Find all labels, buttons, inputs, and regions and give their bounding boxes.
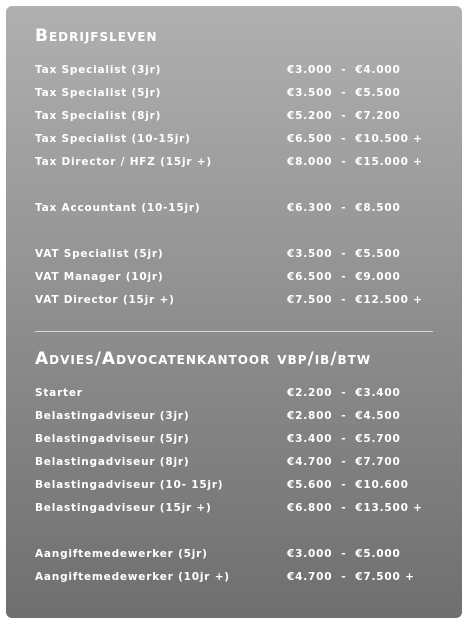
role-label: Belastingadviseur (10- 15jr) — [35, 479, 224, 491]
salary-range: €2.800 - €4.500 — [287, 410, 401, 422]
salary-range: €6.500 - €9.000 — [287, 271, 401, 283]
salary-range: €4.700 - €7.700 — [287, 456, 401, 468]
salary-row — [35, 87, 435, 110]
role-label: Starter — [35, 387, 83, 399]
salary-row — [35, 64, 435, 87]
salary-range: €3.000 - €4.000 — [287, 64, 401, 76]
salary-range: €5.200 - €7.200 — [287, 110, 401, 122]
salary-range: €6.300 - €8.500 — [287, 202, 401, 214]
salary-range: €6.500 - €10.500 + — [287, 133, 423, 145]
role-label: Tax Accountant (10-15jr) — [35, 202, 201, 214]
salary-row — [35, 387, 435, 410]
role-label: Tax Specialist (3jr) — [35, 64, 162, 76]
salary-row — [35, 202, 435, 225]
salary-row — [35, 456, 435, 479]
salary-row — [35, 294, 435, 317]
salary-row — [35, 571, 435, 594]
section-title-advies: Advies/Advocatenkantoor vbp/ib/btw — [35, 349, 372, 369]
role-label: Belastingadviseur (8jr) — [35, 456, 190, 468]
salary-row — [35, 133, 435, 156]
salary-row — [35, 248, 435, 271]
role-label: Aangiftemedewerker (5jr) — [35, 548, 208, 560]
group-spacer — [35, 179, 435, 202]
role-label: Belastingadviseur (3jr) — [35, 410, 190, 422]
role-label: VAT Director (15jr +) — [35, 294, 175, 306]
role-label: Belastingadviseur (15jr +) — [35, 502, 212, 514]
salary-row — [35, 433, 435, 456]
section-divider — [35, 331, 433, 333]
role-label: Tax Specialist (5jr) — [35, 87, 162, 99]
salary-range: €4.700 - €7.500 + — [287, 571, 415, 583]
salary-row — [35, 479, 435, 502]
role-label: Aangiftemedewerker (10jr +) — [35, 571, 230, 583]
role-label: Tax Director / HFZ (15jr +) — [35, 156, 212, 168]
role-label: VAT Specialist (5jr) — [35, 248, 164, 260]
salary-row — [35, 156, 435, 179]
salary-range: €3.400 - €5.700 — [287, 433, 401, 445]
section-rows-bedrijfsleven — [35, 64, 435, 317]
salary-range: €5.600 - €10.600 — [287, 479, 409, 491]
salary-range: €3.000 - €5.000 — [287, 548, 401, 560]
role-label: VAT Manager (10jr) — [35, 271, 164, 283]
salary-range: €6.800 - €13.500 + — [287, 502, 423, 514]
salary-range: €3.500 - €5.500 — [287, 248, 401, 260]
group-spacer — [35, 225, 435, 248]
section-rows-advies — [35, 387, 435, 594]
salary-range: €7.500 - €12.500 + — [287, 294, 423, 306]
role-label: Belastingadviseur (5jr) — [35, 433, 190, 445]
salary-row — [35, 110, 435, 133]
salary-panel — [6, 6, 462, 618]
role-label: Tax Specialist (10-15jr) — [35, 133, 191, 145]
group-spacer — [35, 525, 435, 548]
salary-row — [35, 548, 435, 571]
role-label: Tax Specialist (8jr) — [35, 110, 162, 122]
section-title-bedrijfsleven: Bedrijfsleven — [35, 26, 158, 46]
salary-row — [35, 410, 435, 433]
salary-row — [35, 271, 435, 294]
salary-range: €8.000 - €15.000 + — [287, 156, 423, 168]
salary-range: €3.500 - €5.500 — [287, 87, 401, 99]
salary-row — [35, 502, 435, 525]
salary-range: €2.200 - €3.400 — [287, 387, 401, 399]
